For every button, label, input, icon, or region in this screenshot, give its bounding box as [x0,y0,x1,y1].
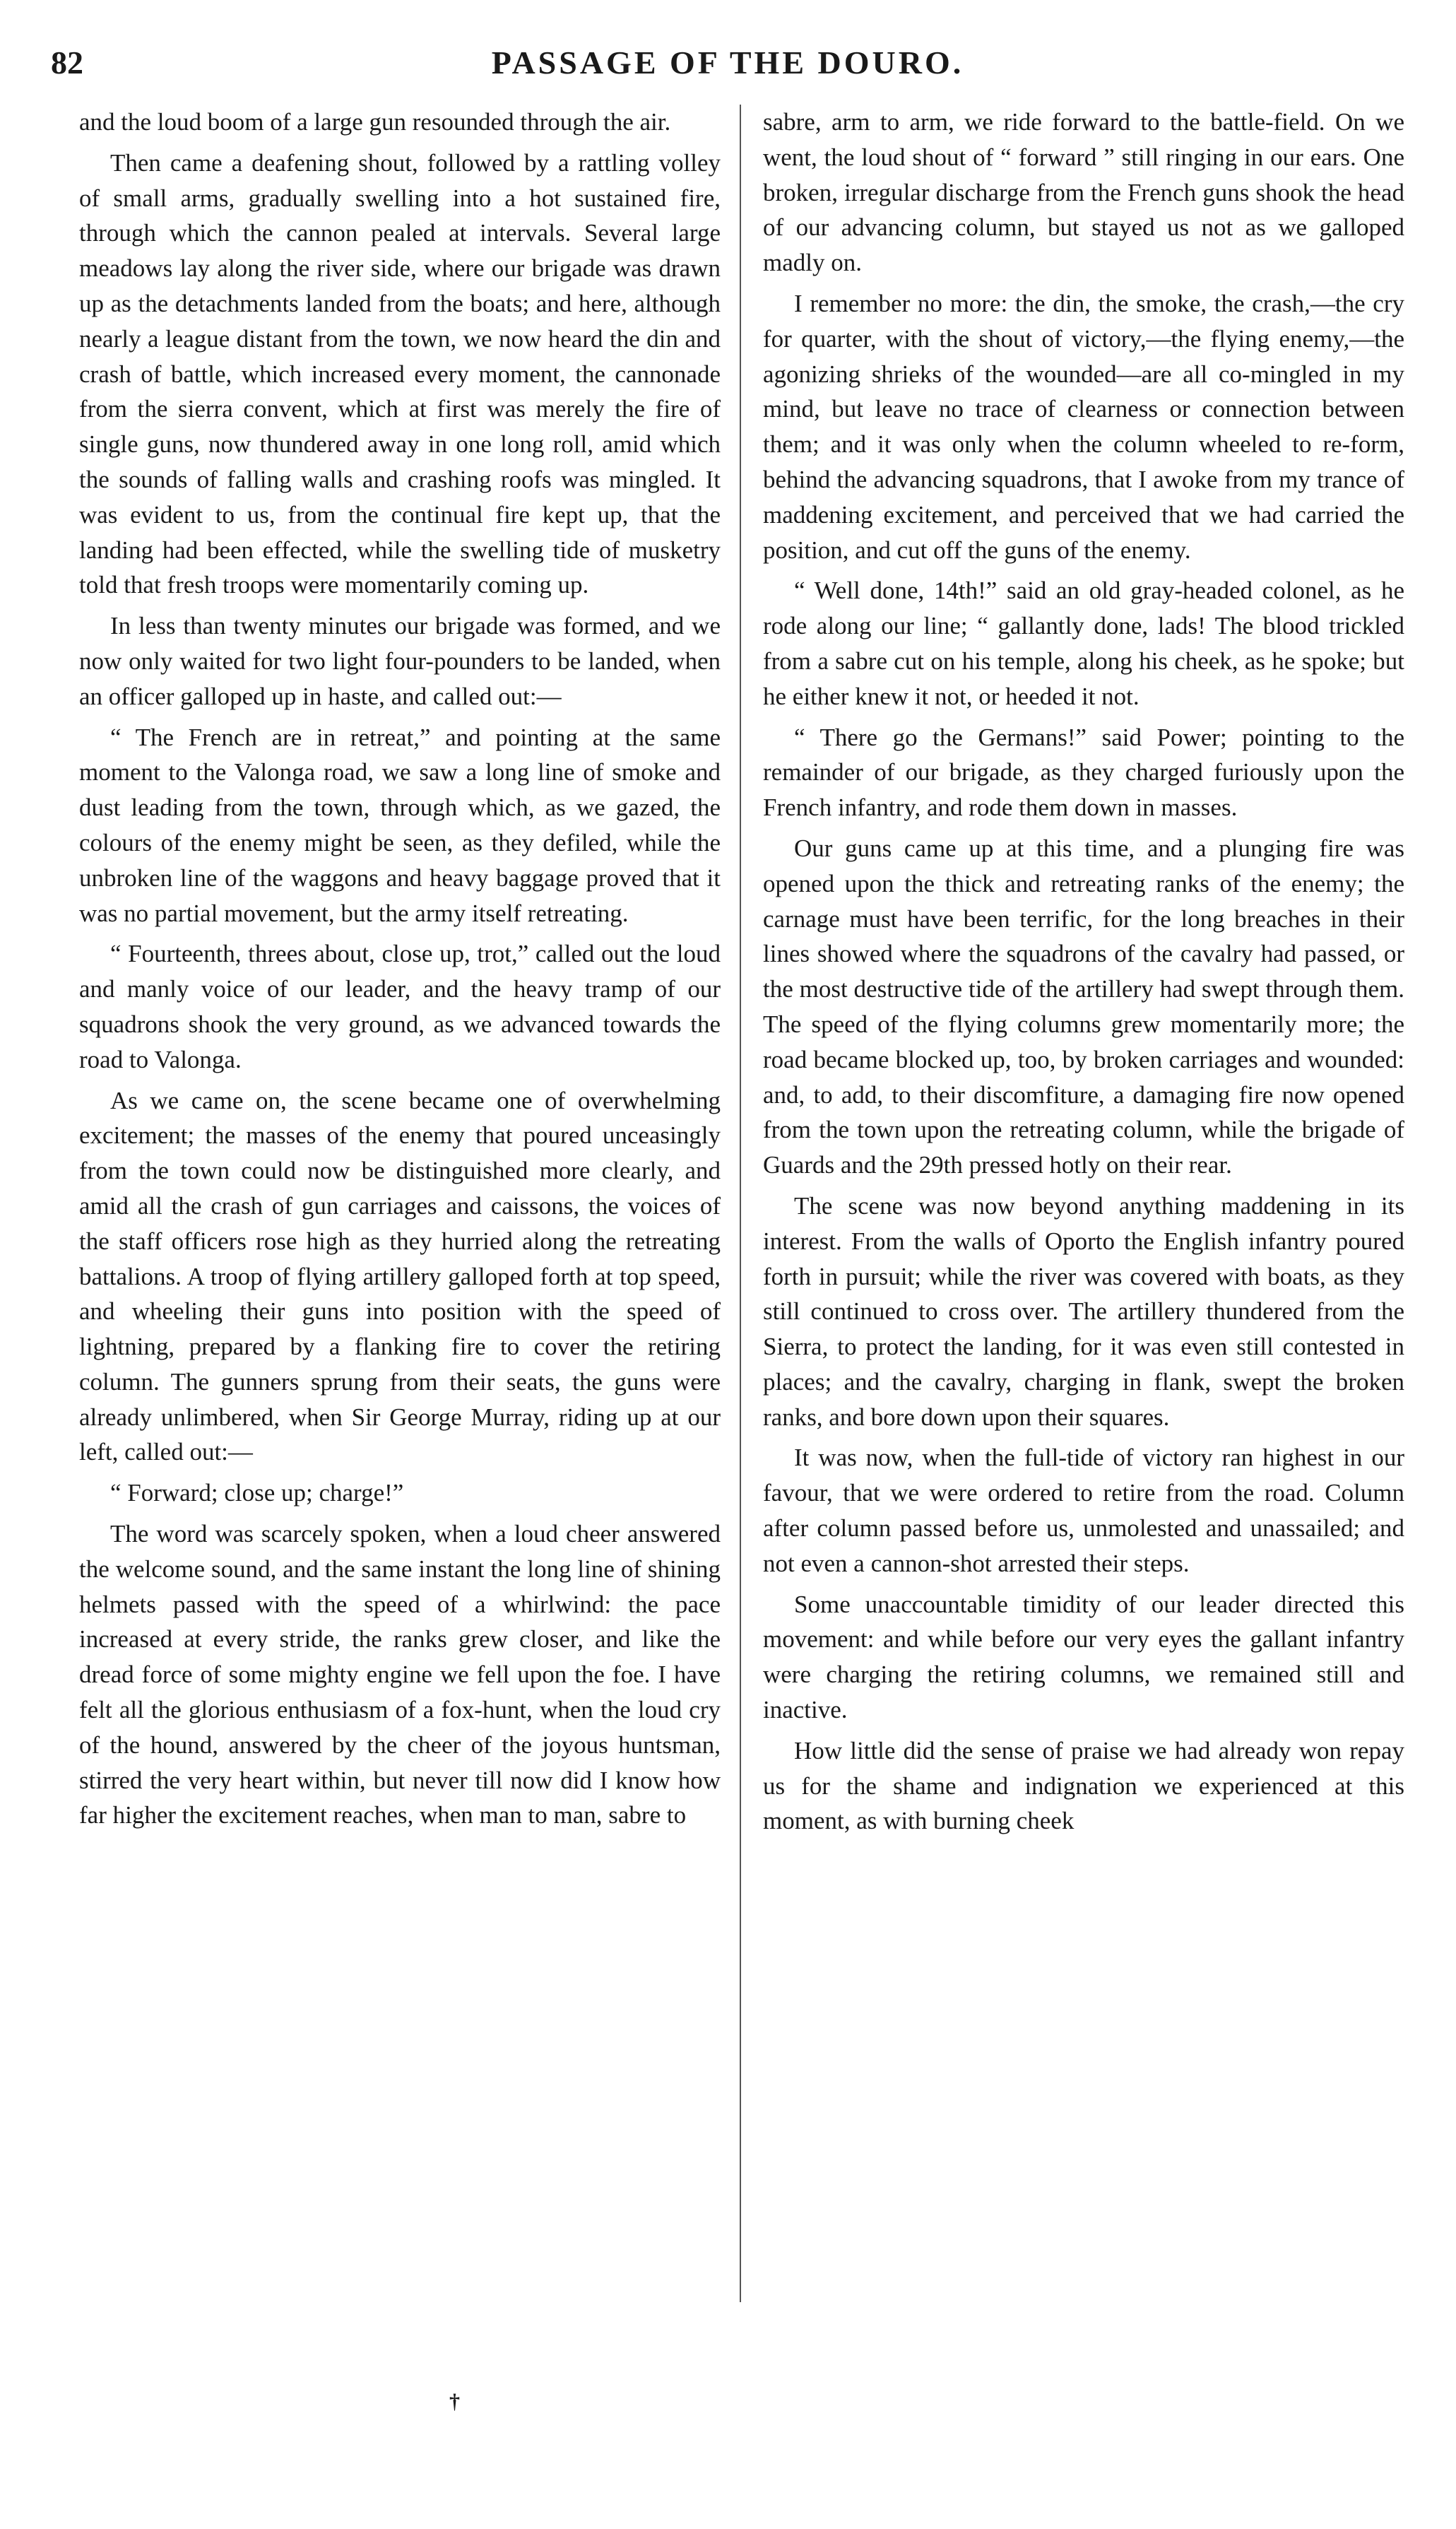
paragraph: How little did the sense of praise we had already won repay us for the shame and indignation we experienced at this moment, as with burning cheek [763,1736,1404,1835]
left-column [79,105,721,2309]
paragraph: “ Fourteenth, threes about, close up, trot,” called out the loud and manly voice of our leader, and the heavy tramp of our squadrons shook the very ground, as we advanced towards the road to Valonga. [79,940,721,1073]
running-title: PASSAGE OF THE DOURO. [491,45,964,81]
paragraph: Some unaccountable timidity of our leader directed this movement: and while before our very eyes the gallant infantry were charging the retiring columns, we remained still and inactive. [763,1590,1404,1724]
page-header [51,44,1404,93]
paragraph: The scene was now beyond anything maddening in its interest. From the walls of Oporto the English infantry poured forth in pursuit; while the river was covered with boats, as they still continued to cross over. The artillery thundered from the Sierra, to protect the landing, for it was even still contested in places; and the cavalry, charging in flank, swept the broken ranks, and bore down upon their squares. [763,1191,1404,1431]
text-columns [79,105,1404,2309]
paragraph: “ Forward; close up; charge!” [110,1479,404,1507]
right-column [763,105,1404,2309]
paragraph: The word was scarcely spoken, when a loud cheer answered the welcome sound, and the same instant the long line of shining helmets passed with the speed of a whirlwind: the pace increased at every stride, the ranks grew closer, and like the dread force of some mighty engine we fell upon the foe. I have felt all the glorious enthusiasm of a fox-hunt, when the loud cry of the hound, answered by the cheer of the joyous huntsman, stirred the very heart within, but never till now did I know how far higher the excitement reaches, when man to man, sabre to [79,1520,721,1829]
paragraph: sabre, arm to arm, we ride forward to the battle-field. On we went, the loud shout of “ forward ” still ringing in our ears. One broken, irregular discharge from the French guns shook the head of our advancing column, but stayed us not as we galloped madly on. [763,108,1404,277]
paragraph: It was now, when the full-tide of victory ran highest in our favour, that we were ordered to retire from the road. Column after column passed before us, unmolested and unassailed; and not even a cannon-shot arrested their steps. [763,1444,1404,1577]
paragraph: “ Well done, 14th!” said an old gray-headed colonel, as he rode along our line; “ gallantly done, lads! The blood trickled from a sabre cut on his temple, along his cheek, as he spoke; but he either knew it not, or heeded it not. [763,577,1404,710]
page-number: 82 [51,45,83,81]
signature-mark: † [449,2390,460,2413]
paragraph: In less than twenty minutes our brigade was formed, and we now only waited for two light four-pounders to be landed, when an officer galloped up in haste, and called out:— [79,612,721,710]
paragraph: “ The French are in retreat,” and pointing at the same moment to the Valonga road, we saw a long line of smoke and dust leading from the town, through which, as we gazed, the colours of the enemy might be seen, as they defiled, while the unbroken line of the waggons and heavy baggage proved that it was no partial movement, but the army itself retreating. [79,723,721,927]
paragraph: and the loud boom of a large gun resounded through the air. [79,108,671,136]
paragraph: As we came on, the scene became one of overwhelming excitement; the masses of the enemy that poured unceasingly from the town could now be distinguished more clearly, and amid all the crash of gun carriages and caissons, the voices of the staff officers rose high as they hurried along the retreating battalions. A troop of flying artillery galloped forth at top speed, and wheeling their guns into position with the speed of lightning, prepared by a flanking fire to cover the retiring column. The gunners sprung from their seats, the guns were already unlimbered, when Sir George Murray, riding up at our left, called out:— [79,1086,721,1466]
paragraph: Then came a deafening shout, followed by a rattling volley of small arms, gradually swelling into a hot sustained fire, through which the cannon pealed at intervals. Several large meadows lay along the river side, where our brigade was drawn up as the detachments landed from the boats; and here, although nearly a league distant from the town, we now heard the din and crash of battle, which increased every moment, the cannonade from the sierra convent, which at first was merely the fire of single guns, now thundered away in one long roll, amid which the sounds of falling walls and crashing roofs was mingled. It was evident to us, from the continual fire kept up, that the landing had been effected, while the swelling tide of musketry told that fresh troops were momentarily coming up. [79,148,721,599]
paragraph: Our guns came up at this time, and a plunging fire was opened upon the thick and retreating ranks of the enemy; the carnage must have been terrific, for the long breaches in their lines showed where the squadrons of the cavalry had passed, or the most destructive tide of the artillery had swept through them. The speed of the flying columns grew momentarily more; the road became blocked up, too, by broken carriages and wounded: and, to add, to their discomfiture, a damaging fire now opened from the town upon the retreating column, while the brigade of Guards and the 29th pressed hotly on their rear. [763,834,1404,1179]
paragraph: I remember no more: the din, the smoke, the crash,—the cry for quarter, with the shout of victory,—the flying enemy,—the agonizing shrieks of the wounded—are all co-mingled in my mind, but leave no trace of clearness or connection between them; and it was only when the column wheeled to re-form, behind the advancing squadrons, that I awoke from my trance of maddening excitement, and perceived that we had carried the position, and cut off the guns of the enemy. [763,289,1404,564]
paragraph: “ There go the Germans!” said Power; pointing to the remainder of our brigade, as they charged furiously upon the French infantry, and rode them down in masses. [763,723,1404,822]
